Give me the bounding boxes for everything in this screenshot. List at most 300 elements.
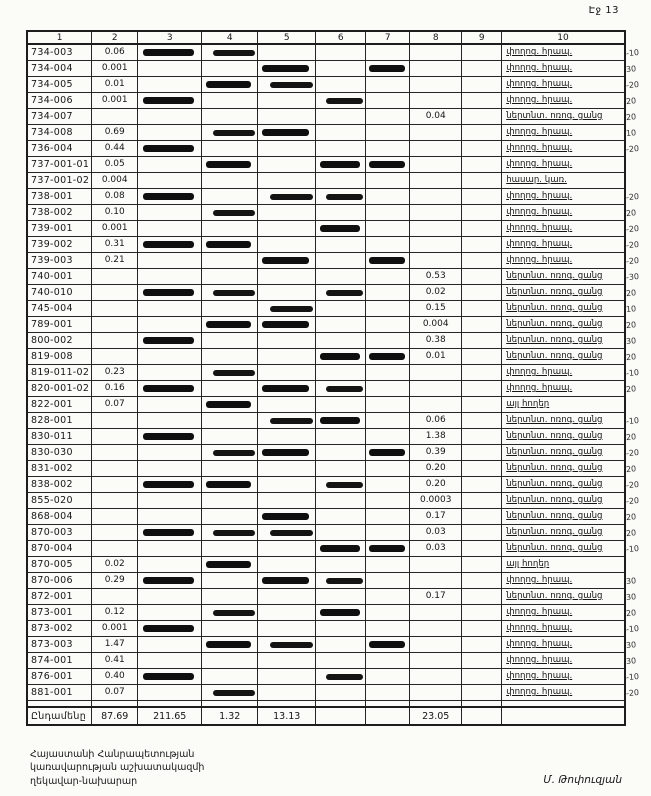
value-cell: 0.001 bbox=[92, 220, 138, 236]
value-cell bbox=[202, 76, 258, 92]
value-cell bbox=[462, 684, 502, 700]
margin-note: 20 bbox=[625, 384, 637, 395]
value-cell bbox=[138, 492, 202, 508]
value-cell bbox=[366, 380, 410, 396]
value-cell: 211.65 bbox=[138, 707, 202, 725]
value-cell: 0.02 bbox=[410, 284, 462, 300]
value-cell bbox=[410, 652, 462, 668]
value-cell bbox=[316, 396, 366, 412]
value-cell bbox=[410, 236, 462, 252]
land-type-cell: ներտնտ. ոռոգ. ցանց bbox=[502, 108, 625, 124]
column-header: 9 bbox=[462, 31, 502, 44]
land-type-cell: ներտնտ. ոռոգ. ցանց bbox=[502, 348, 625, 364]
value-cell bbox=[258, 620, 316, 636]
table-row bbox=[27, 316, 625, 332]
value-cell bbox=[202, 428, 258, 444]
parcel-code-cell: 873-001 bbox=[27, 604, 92, 620]
value-cell bbox=[202, 492, 258, 508]
table-row bbox=[27, 124, 625, 140]
value-cell bbox=[316, 524, 366, 540]
land-type-cell: ներտնտ. ոռոգ. ցանց bbox=[502, 460, 625, 476]
table-row bbox=[27, 60, 625, 76]
margin-note: -20 bbox=[625, 223, 640, 235]
value-cell bbox=[366, 460, 410, 476]
value-cell bbox=[462, 700, 502, 707]
value-cell bbox=[258, 364, 316, 380]
margin-note: 10 bbox=[625, 304, 637, 315]
margin-note: 30 bbox=[625, 640, 637, 651]
parcel-code-cell: 831-002 bbox=[27, 460, 92, 476]
table-row bbox=[27, 156, 625, 172]
parcel-code-cell: 734-007 bbox=[27, 108, 92, 124]
margin-note: 20 bbox=[625, 432, 637, 443]
value-cell: 0.004 bbox=[92, 172, 138, 188]
value-cell bbox=[316, 204, 366, 220]
value-cell bbox=[462, 284, 502, 300]
value-cell bbox=[316, 508, 366, 524]
value-cell bbox=[316, 44, 366, 60]
value-cell bbox=[202, 284, 258, 300]
value-cell bbox=[462, 268, 502, 284]
land-type-cell: փողոց. հրապ. bbox=[502, 572, 625, 588]
value-cell bbox=[258, 636, 316, 652]
value-cell bbox=[462, 124, 502, 140]
margin-note: -20 bbox=[625, 191, 640, 203]
land-type-cell: ներտնտ. ոռոգ. ցանց bbox=[502, 540, 625, 556]
value-cell: 0.06 bbox=[92, 44, 138, 60]
table-row bbox=[27, 524, 625, 540]
value-cell bbox=[138, 156, 202, 172]
value-cell bbox=[366, 172, 410, 188]
value-cell bbox=[410, 700, 462, 707]
land-type-cell: այլ հողեր bbox=[502, 396, 625, 412]
value-cell bbox=[202, 524, 258, 540]
value-cell bbox=[202, 348, 258, 364]
table-row bbox=[27, 620, 625, 636]
value-cell: 0.40 bbox=[92, 668, 138, 684]
value-cell bbox=[138, 268, 202, 284]
value-cell bbox=[366, 348, 410, 364]
margin-note: -10 bbox=[625, 671, 640, 683]
value-cell bbox=[366, 300, 410, 316]
parcel-code-cell: 870-003 bbox=[27, 524, 92, 540]
margin-note: 20 bbox=[625, 208, 637, 219]
value-cell bbox=[138, 300, 202, 316]
value-cell bbox=[258, 540, 316, 556]
value-cell bbox=[138, 44, 202, 60]
value-cell: 0.001 bbox=[92, 60, 138, 76]
land-type-cell: ներտնտ. ոռոգ. ցանց bbox=[502, 444, 625, 460]
value-cell bbox=[92, 412, 138, 428]
parcel-code-cell bbox=[27, 700, 92, 707]
land-type-cell: ներտնտ. ոռոգ. ցանց bbox=[502, 476, 625, 492]
value-cell bbox=[366, 604, 410, 620]
parcel-code-cell: 739-003 bbox=[27, 252, 92, 268]
value-cell: 1.32 bbox=[202, 707, 258, 725]
value-cell bbox=[202, 668, 258, 684]
value-cell bbox=[138, 508, 202, 524]
value-cell bbox=[138, 220, 202, 236]
land-type-cell: փողոց. հրապ. bbox=[502, 604, 625, 620]
margin-note: 20 bbox=[625, 464, 637, 475]
margin-note: 30 bbox=[625, 592, 637, 603]
table-row bbox=[27, 44, 625, 60]
value-cell bbox=[366, 508, 410, 524]
value-cell bbox=[138, 524, 202, 540]
value-cell: 0.05 bbox=[92, 156, 138, 172]
column-header: 10 bbox=[502, 31, 625, 44]
value-cell bbox=[202, 172, 258, 188]
value-cell bbox=[202, 636, 258, 652]
page-number: Էջ 13 bbox=[588, 5, 619, 16]
value-cell bbox=[366, 684, 410, 700]
parcel-code-cell: 737-001-01 bbox=[27, 156, 92, 172]
value-cell bbox=[462, 396, 502, 412]
value-cell bbox=[92, 540, 138, 556]
value-cell bbox=[316, 620, 366, 636]
table-row bbox=[27, 508, 625, 524]
value-cell bbox=[258, 284, 316, 300]
land-type-cell: փողոց. հրապ. bbox=[502, 188, 625, 204]
value-cell bbox=[316, 572, 366, 588]
column-header: 3 bbox=[138, 31, 202, 44]
parcel-code-cell: 855-020 bbox=[27, 492, 92, 508]
land-type-cell bbox=[502, 700, 625, 707]
value-cell bbox=[462, 604, 502, 620]
parcel-code-cell: 734-008 bbox=[27, 124, 92, 140]
value-cell bbox=[462, 428, 502, 444]
land-type-cell: ներտնտ. ոռոգ. ցանց bbox=[502, 508, 625, 524]
land-type-cell: ներտնտ. ոռոգ. ցանց bbox=[502, 284, 625, 300]
value-cell bbox=[258, 348, 316, 364]
land-type-cell: փողոց. հրապ. bbox=[502, 76, 625, 92]
land-parcels-table bbox=[26, 30, 626, 726]
land-type-cell: փողոց. հրապ. bbox=[502, 684, 625, 700]
value-cell bbox=[258, 268, 316, 284]
parcel-code-cell: 734-005 bbox=[27, 76, 92, 92]
value-cell bbox=[366, 636, 410, 652]
value-cell bbox=[258, 140, 316, 156]
value-cell bbox=[316, 684, 366, 700]
value-cell bbox=[92, 348, 138, 364]
value-cell bbox=[92, 460, 138, 476]
value-cell bbox=[138, 204, 202, 220]
parcel-code-cell: 734-004 bbox=[27, 60, 92, 76]
value-cell bbox=[258, 44, 316, 60]
value-cell bbox=[138, 380, 202, 396]
value-cell bbox=[410, 204, 462, 220]
value-cell bbox=[366, 444, 410, 460]
value-cell bbox=[316, 556, 366, 572]
margin-note: -20 bbox=[625, 79, 640, 91]
land-type-cell: այլ հողեր bbox=[502, 556, 625, 572]
value-cell bbox=[316, 60, 366, 76]
value-cell bbox=[462, 508, 502, 524]
margin-note: 20 bbox=[625, 112, 637, 123]
value-cell bbox=[202, 476, 258, 492]
value-cell: 0.07 bbox=[92, 396, 138, 412]
value-cell bbox=[316, 540, 366, 556]
value-cell bbox=[366, 700, 410, 707]
value-cell bbox=[316, 588, 366, 604]
margin-note: -10 bbox=[625, 367, 640, 379]
table-row bbox=[27, 252, 625, 268]
value-cell bbox=[462, 460, 502, 476]
value-cell bbox=[138, 76, 202, 92]
parcel-code-cell: 874-001 bbox=[27, 652, 92, 668]
value-cell bbox=[92, 284, 138, 300]
parcel-code-cell: 738-001 bbox=[27, 188, 92, 204]
table-row bbox=[27, 636, 625, 652]
value-cell bbox=[258, 524, 316, 540]
parcel-code-cell: 838-002 bbox=[27, 476, 92, 492]
value-cell: 0.01 bbox=[410, 348, 462, 364]
parcel-code-cell: 870-005 bbox=[27, 556, 92, 572]
table-row bbox=[27, 428, 625, 444]
value-cell bbox=[366, 60, 410, 76]
value-cell bbox=[258, 252, 316, 268]
value-cell: 0.31 bbox=[92, 236, 138, 252]
value-cell bbox=[366, 524, 410, 540]
parcel-code-cell: 740-001 bbox=[27, 268, 92, 284]
value-cell bbox=[258, 508, 316, 524]
value-cell: 0.16 bbox=[92, 380, 138, 396]
margin-note: -10 bbox=[625, 623, 640, 635]
value-cell bbox=[202, 364, 258, 380]
value-cell bbox=[92, 476, 138, 492]
value-cell bbox=[202, 540, 258, 556]
value-cell bbox=[366, 556, 410, 572]
value-cell bbox=[92, 700, 138, 707]
table-row bbox=[27, 492, 625, 508]
value-cell bbox=[202, 156, 258, 172]
signature: Մ. Թոփուզյան bbox=[543, 773, 622, 786]
value-cell bbox=[138, 108, 202, 124]
value-cell bbox=[410, 668, 462, 684]
value-cell bbox=[462, 707, 502, 725]
value-cell bbox=[316, 492, 366, 508]
value-cell bbox=[138, 92, 202, 108]
value-cell bbox=[462, 588, 502, 604]
margin-note: 20 bbox=[625, 352, 637, 363]
value-cell bbox=[258, 204, 316, 220]
table-row bbox=[27, 220, 625, 236]
column-header: 6 bbox=[316, 31, 366, 44]
value-cell bbox=[138, 588, 202, 604]
value-cell bbox=[202, 460, 258, 476]
value-cell bbox=[138, 412, 202, 428]
value-cell bbox=[462, 556, 502, 572]
value-cell bbox=[258, 188, 316, 204]
value-cell bbox=[462, 636, 502, 652]
margin-note: -20 bbox=[625, 143, 640, 155]
table-row bbox=[27, 76, 625, 92]
signatory-title bbox=[30, 748, 204, 788]
table-row bbox=[27, 380, 625, 396]
value-cell: 0.01 bbox=[92, 76, 138, 92]
land-type-cell: փողոց. հրապ. bbox=[502, 380, 625, 396]
value-cell bbox=[202, 300, 258, 316]
parcel-code-cell: 789-001 bbox=[27, 316, 92, 332]
value-cell bbox=[202, 316, 258, 332]
parcel-code-cell: 737-001-02 bbox=[27, 172, 92, 188]
value-cell bbox=[202, 380, 258, 396]
value-cell bbox=[202, 508, 258, 524]
value-cell bbox=[202, 684, 258, 700]
table-row bbox=[27, 236, 625, 252]
value-cell bbox=[462, 444, 502, 460]
page-footer bbox=[30, 748, 622, 788]
land-type-cell: ներտնտ. ոռոգ. ցանց bbox=[502, 524, 625, 540]
parcel-code-cell: 868-004 bbox=[27, 508, 92, 524]
value-cell bbox=[366, 707, 410, 725]
value-cell bbox=[138, 284, 202, 300]
value-cell bbox=[462, 300, 502, 316]
value-cell bbox=[92, 300, 138, 316]
signatory-line-1: Հայաստանի Հանրապետության bbox=[30, 749, 195, 760]
value-cell bbox=[366, 44, 410, 60]
value-cell bbox=[462, 172, 502, 188]
value-cell bbox=[202, 556, 258, 572]
margin-note: 30 bbox=[625, 64, 637, 75]
value-cell bbox=[410, 684, 462, 700]
margin-note: -20 bbox=[625, 447, 640, 459]
table-row bbox=[27, 588, 625, 604]
value-cell bbox=[258, 92, 316, 108]
table-row bbox=[27, 284, 625, 300]
value-cell bbox=[138, 636, 202, 652]
value-cell bbox=[366, 620, 410, 636]
table-row bbox=[27, 460, 625, 476]
value-cell: 0.04 bbox=[410, 108, 462, 124]
table-row bbox=[27, 668, 625, 684]
value-cell bbox=[366, 652, 410, 668]
value-cell bbox=[258, 124, 316, 140]
value-cell bbox=[138, 332, 202, 348]
parcel-code-cell: 873-003 bbox=[27, 636, 92, 652]
land-type-cell: փողոց. հրապ. bbox=[502, 156, 625, 172]
parcel-code-cell: 745-004 bbox=[27, 300, 92, 316]
value-cell: 0.17 bbox=[410, 588, 462, 604]
value-cell bbox=[366, 124, 410, 140]
value-cell bbox=[202, 652, 258, 668]
value-cell bbox=[202, 44, 258, 60]
parcel-code-cell: 828-001 bbox=[27, 412, 92, 428]
value-cell bbox=[316, 332, 366, 348]
signatory-line-2: կառավարության աշխատակազմի bbox=[30, 762, 205, 774]
value-cell bbox=[410, 44, 462, 60]
value-cell bbox=[258, 492, 316, 508]
land-type-cell: փողոց. հրապ. bbox=[502, 252, 625, 268]
margin-note: -20 bbox=[625, 687, 640, 699]
value-cell: 0.20 bbox=[410, 476, 462, 492]
value-cell bbox=[258, 684, 316, 700]
table-row bbox=[27, 396, 625, 412]
value-cell bbox=[316, 652, 366, 668]
value-cell bbox=[410, 556, 462, 572]
value-cell bbox=[258, 156, 316, 172]
value-cell bbox=[258, 220, 316, 236]
value-cell bbox=[258, 316, 316, 332]
value-cell bbox=[366, 108, 410, 124]
land-type-cell bbox=[502, 707, 625, 725]
margin-note: 20 bbox=[625, 528, 637, 539]
land-type-cell: փողոց. հրապ. bbox=[502, 92, 625, 108]
value-cell: 0.02 bbox=[92, 556, 138, 572]
value-cell bbox=[462, 44, 502, 60]
value-cell bbox=[366, 236, 410, 252]
parcel-code-cell: 820-001-02 bbox=[27, 380, 92, 396]
value-cell: 0.29 bbox=[92, 572, 138, 588]
value-cell bbox=[366, 220, 410, 236]
parcel-code-cell: 870-004 bbox=[27, 540, 92, 556]
margin-annotations bbox=[626, 45, 651, 701]
value-cell bbox=[138, 252, 202, 268]
value-cell bbox=[258, 652, 316, 668]
value-cell bbox=[462, 412, 502, 428]
land-type-cell: փողոց. հրապ. bbox=[502, 220, 625, 236]
value-cell bbox=[202, 412, 258, 428]
value-cell bbox=[202, 604, 258, 620]
value-cell bbox=[92, 492, 138, 508]
value-cell bbox=[202, 108, 258, 124]
value-cell bbox=[462, 188, 502, 204]
table-row bbox=[27, 700, 625, 707]
value-cell bbox=[92, 108, 138, 124]
value-cell bbox=[410, 252, 462, 268]
column-header: 1 bbox=[27, 31, 92, 44]
parcel-code-cell: 819-008 bbox=[27, 348, 92, 364]
value-cell bbox=[462, 156, 502, 172]
table-row bbox=[27, 476, 625, 492]
margin-note: -20 bbox=[625, 495, 640, 507]
value-cell bbox=[202, 92, 258, 108]
value-cell bbox=[202, 396, 258, 412]
margin-note: -30 bbox=[625, 271, 640, 283]
margin-note: 30 bbox=[625, 576, 637, 587]
value-cell bbox=[462, 92, 502, 108]
value-cell bbox=[366, 284, 410, 300]
value-cell bbox=[316, 364, 366, 380]
value-cell bbox=[366, 588, 410, 604]
value-cell: 0.17 bbox=[410, 508, 462, 524]
table-row bbox=[27, 300, 625, 316]
table-row bbox=[27, 556, 625, 572]
value-cell bbox=[138, 60, 202, 76]
parcel-code-cell: 734-006 bbox=[27, 92, 92, 108]
table-row bbox=[27, 364, 625, 380]
value-cell bbox=[462, 140, 502, 156]
value-cell bbox=[202, 700, 258, 707]
value-cell bbox=[366, 668, 410, 684]
value-cell bbox=[462, 76, 502, 92]
land-type-cell: ներտնտ. ոռոգ. ցանց bbox=[502, 268, 625, 284]
value-cell bbox=[462, 652, 502, 668]
value-cell bbox=[316, 636, 366, 652]
value-cell bbox=[316, 316, 366, 332]
value-cell bbox=[462, 236, 502, 252]
land-type-cell: փողոց. հրապ. bbox=[502, 204, 625, 220]
value-cell bbox=[366, 156, 410, 172]
value-cell bbox=[258, 412, 316, 428]
value-cell bbox=[138, 428, 202, 444]
parcel-code-cell: 736-004 bbox=[27, 140, 92, 156]
value-cell bbox=[316, 707, 366, 725]
value-cell bbox=[462, 60, 502, 76]
value-cell bbox=[366, 492, 410, 508]
column-header: 2 bbox=[92, 31, 138, 44]
value-cell bbox=[92, 428, 138, 444]
